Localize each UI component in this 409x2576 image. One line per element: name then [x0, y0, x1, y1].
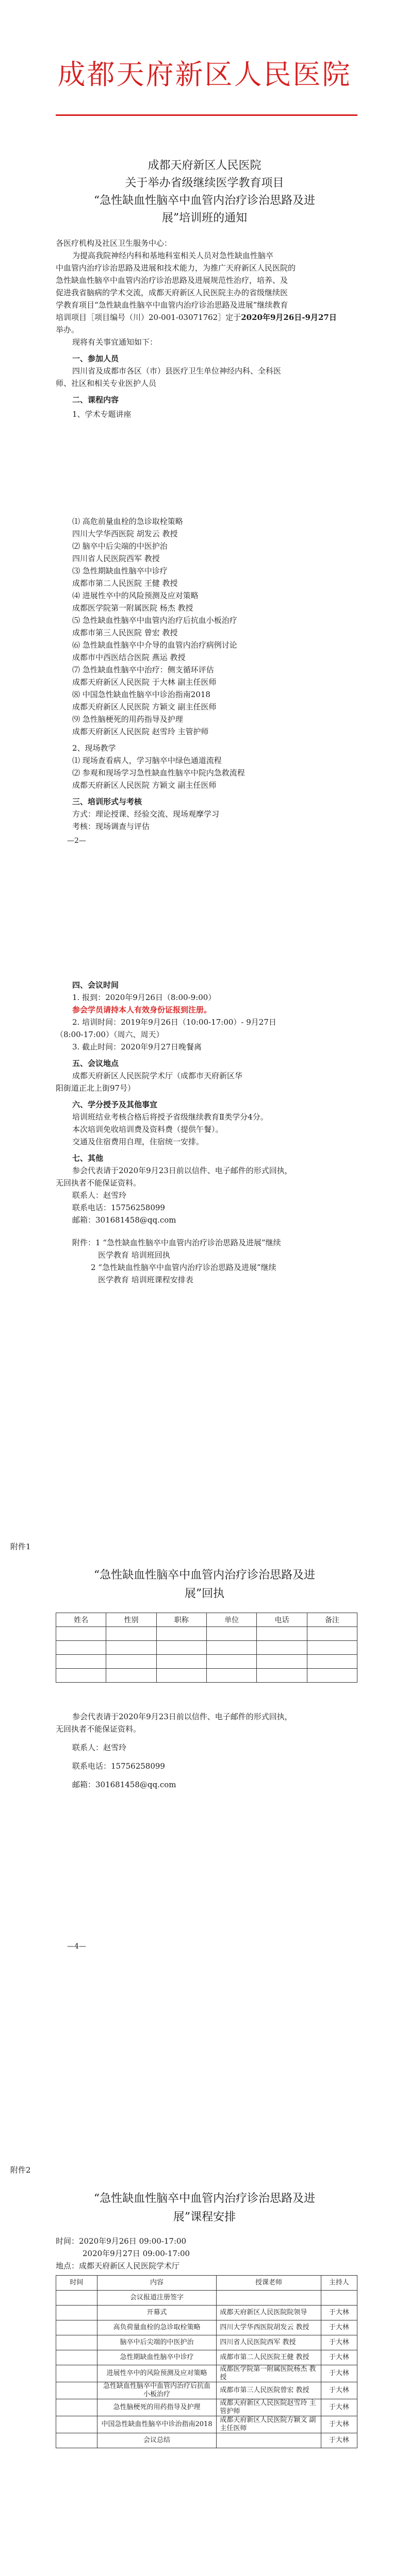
table-row [56, 2382, 357, 2399]
table-cell[interactable] [56, 1641, 106, 1655]
table-cell[interactable] [206, 1669, 256, 1683]
attachment-list-line: 2 “急性缺血性脑卒中血管内治疗诊治思路及进展”继续 [91, 1263, 276, 1272]
lecture-line: 成都医学院第一附属医院 杨杰 教授 [72, 603, 193, 613]
para-line: 急性缺血性脑卒中血管内治疗诊治思路及进展规范性治疗，培养、及 [56, 276, 288, 285]
header-red-rule [56, 114, 357, 116]
teacher-cell: 成都天府新区人民医院院领导 [217, 2306, 321, 2320]
para-line: 2. 培训时间：2019年9月26日（10:00-17:00）- 9月27日 [72, 1018, 276, 1027]
table-cell[interactable] [206, 1655, 256, 1669]
host-cell: 于大林 [321, 2416, 357, 2433]
column-header: 姓名 [56, 1613, 106, 1627]
content-cell: 中国急性缺血性脑卒中诊治指南2018 [97, 2416, 217, 2433]
sub-heading: 1、学术专题讲座 [72, 410, 132, 419]
event-date: 2020年9月26日-9月27日 [241, 313, 337, 322]
schedule-place: 地点：成都天府新区人民医院学术厅 [56, 2261, 180, 2270]
table-cell[interactable] [106, 1627, 156, 1641]
content-cell: 会议报道注册签字 [97, 2291, 217, 2306]
content-cell: 急性缺血性脑卒中血管内治疗后抗血小板治疗 [97, 2382, 217, 2399]
notice-title-line: “急性缺血性脑卒中血管内治疗诊治思路及进 [93, 194, 316, 207]
content-cell: 进展性卒中的风险预测及应对策略 [97, 2365, 217, 2382]
reply-table [56, 1613, 357, 1683]
lecture-line: 成都市中西医结合医院 燕运 教授 [72, 653, 186, 662]
time-cell [56, 2350, 97, 2365]
notice-title-line: 展”培训班的通知 [161, 212, 248, 225]
practice-line: ⑴ 现场查看病人，学习脑卒中绿色通道流程 [72, 756, 222, 765]
table-row [56, 1641, 357, 1655]
table-cell[interactable] [156, 1641, 206, 1655]
para-line: 1. 报到：2020年9月26日（8:00-9:00） [72, 993, 216, 1002]
column-header: 单位 [206, 1613, 256, 1627]
time-cell [56, 2306, 97, 2320]
para-line: 方式：理论授课、经验交流、现场观摩学习 [72, 809, 220, 819]
para-line: 学教育项目“急性缺血性脑卒中血管内治疗诊治思路及进展”继续教育 [56, 300, 288, 310]
para-line: 考核：现场调查与评估 [72, 822, 150, 831]
content-cell: 脑卒中后尖端的中医护治 [97, 2335, 217, 2350]
contact-person: 联系人：赵雪玲 [72, 1191, 127, 1200]
column-header: 授课老师 [217, 2276, 321, 2291]
host-cell: 于大林 [321, 2306, 357, 2320]
table-cell[interactable] [307, 1627, 357, 1641]
column-header: 备注 [307, 1613, 357, 1627]
teacher-cell: 成都市第三人民医院曾宏 教授 [217, 2382, 321, 2399]
lecture-line: 成都天府新区人民医院 赵雪玲 主管护师 [72, 727, 209, 736]
notice-title [0, 157, 409, 227]
attachment-list-line: 医学教育 培训班课程安排表 [98, 1275, 193, 1284]
table-row [56, 2350, 357, 2365]
schedule-time: 2020年9月27日 09:00-17:00 [83, 2249, 190, 2258]
attachment-title-line: “急性缺血性脑卒中血管内治疗诊治思路及进 [93, 1569, 316, 1582]
host-cell: 于大林 [321, 2335, 357, 2350]
para-line: 现将有关事宜通知如下： [72, 337, 158, 347]
host-cell: 于大林 [321, 2433, 357, 2448]
lecture-line: ⑵ 脑卒中后尖端的中医护治 [72, 541, 168, 551]
contact-phone: 联系电话：15756258099 [72, 1761, 165, 1771]
lecture-line: ⑶ 急性期缺血性脑卒中诊疗 [72, 566, 168, 575]
table-cell[interactable] [257, 1627, 307, 1641]
table-row [56, 2335, 357, 2350]
section-heading: 四、会议时间 [72, 980, 119, 990]
table-cell[interactable] [257, 1655, 307, 1669]
attachment-list-line: 医学教育 培训班回执 [98, 1250, 170, 1260]
page-number: —4— [67, 1942, 86, 1951]
content-cell: 会议总结 [97, 2433, 217, 2448]
lecture-line: 四川省人民医院西军 教授 [72, 554, 160, 563]
attachment-title-line: 展”回执 [184, 1587, 225, 1600]
time-cell [56, 2320, 97, 2335]
attachment-label: 附件1 [10, 1542, 31, 1551]
host-cell: 于大林 [321, 2365, 357, 2382]
table-cell[interactable] [106, 1669, 156, 1683]
table-cell[interactable] [156, 1627, 206, 1641]
para-line: 无回执者不能保证资料。 [56, 1178, 141, 1188]
para-line: 促进我省脑病的学术交流，成都天府新区人民医院主办的省级继续医 [56, 288, 288, 297]
table-cell[interactable] [156, 1669, 206, 1683]
table-header-row [56, 1613, 357, 1627]
para-line: 3. 截止时间：2020年9月27日晚餐离 [72, 1042, 202, 1052]
section-heading: 五、会议地点 [72, 1059, 119, 1068]
lecture-line: ⑹ 急性缺血性脑卒中介导的血管内治疗病例讨论 [72, 640, 237, 650]
section-heading: 一、参加人员 [72, 354, 119, 363]
hospital-header-title: 成都天府新区人民医院 [57, 58, 352, 91]
teacher-cell: 成都天府新区人民医院方颖文 副主任医师 [217, 2416, 321, 2433]
para-line [56, 311, 337, 324]
page-attachment-2 [0, 2143, 409, 2576]
lecture-line: 四川大学华西医院 胡发云 教授 [72, 529, 178, 538]
host-cell: 于大林 [321, 2320, 357, 2335]
teacher-cell [217, 2433, 321, 2448]
attachment-title-line: 展”课程安排 [173, 2211, 236, 2224]
schedule-table [56, 2275, 357, 2448]
time-cell [56, 2365, 97, 2382]
table-row [56, 2291, 357, 2306]
attachment-label: 附件2 [10, 2165, 31, 2175]
para-line: 交通及住宿费用自理，住宿统一安排。 [72, 1137, 204, 1146]
lecture-line: 成都市第二人民医院 王健 教授 [72, 579, 178, 588]
page-1 [0, 0, 409, 845]
column-header: 性别 [106, 1613, 156, 1627]
attachment-list-line: 附件：1 “急性缺血性脑卒中血管内治疗诊治思路及进展”继续 [72, 1238, 281, 1247]
table-cell[interactable] [106, 1641, 156, 1655]
lecture-line: 成都市第三人民医院 曾宏 教授 [72, 628, 178, 637]
table-cell[interactable] [307, 1641, 357, 1655]
host-cell: 于大林 [321, 2350, 357, 2365]
column-header: 电话 [257, 1613, 307, 1627]
column-header: 主持人 [321, 2276, 357, 2291]
table-row [56, 2416, 357, 2433]
para-line: 四川省及成都市各区（市）县医疗卫生单位神经内科、全科医 [72, 366, 282, 376]
reply-note: 参会代表请于2020年9月23日前以信件、电子邮件的形式回执， [72, 1712, 292, 1721]
table-row [56, 2365, 357, 2382]
contact-email: 邮箱：301681458@qq.com [72, 1215, 176, 1225]
salutation: 各医疗机构及社区卫生服务中心： [56, 239, 172, 248]
table-cell[interactable] [156, 1655, 206, 1669]
time-cell [56, 2416, 97, 2433]
time-cell [56, 2382, 97, 2399]
table-cell[interactable] [56, 1669, 106, 1683]
reply-note: 无回执者不能保证资料。 [56, 1724, 141, 1734]
lecture-line: ⑸ 急性缺血性脑卒中血管内治疗后抗血小板治疗 [72, 616, 237, 625]
host-cell: 于大林 [321, 2399, 357, 2416]
lecture-line: ⑻ 中国急性缺血性脑卒中诊治指南2018 [72, 690, 210, 699]
table-header-row [56, 2276, 357, 2291]
table-row [56, 2433, 357, 2448]
section-heading: 三、培训形式与考核 [72, 797, 142, 806]
section-heading: 六、学分授予及其他事宜 [72, 1100, 158, 1109]
teacher-cell: 成都天府新区人民医院赵雪玲 主管护师 [217, 2399, 321, 2416]
teacher-cell: 四川省人民医院西军 教授 [217, 2335, 321, 2350]
column-header: 职称 [156, 1613, 206, 1627]
section-heading: 二、课程内容 [72, 395, 119, 404]
content-cell: 急性脑梗死的用药指导及护理 [97, 2399, 217, 2416]
para-line: 参会代表请于2020年9月23日前以信件、电子邮件的形式回执， [72, 1166, 292, 1175]
table-cell[interactable] [56, 1627, 106, 1641]
table-cell[interactable] [206, 1641, 256, 1655]
para-line: 阳街道正北上街97号） [56, 1083, 136, 1093]
para-line: 本次培训免收培训费及资料费（提供午餐）。 [72, 1125, 223, 1134]
contact-email: 邮箱：301681458@qq.com [72, 1780, 176, 1789]
lecture-line: ⑺ 急性缺血性脑卒中治疗：侧支循环评估 [72, 665, 214, 674]
table-row [56, 2399, 357, 2416]
para-line: 培训班结业考核合格后将授予省级继续教育Ⅱ类学分4分。 [72, 1112, 268, 1122]
table-cell[interactable] [307, 1669, 357, 1683]
time-cell [56, 2291, 97, 2306]
para-line: 举办。 [56, 325, 79, 334]
contact-phone: 联系电话：15756258099 [72, 1203, 165, 1212]
para-line: 成都天府新区人民医院学术厅（成都市天府新区华 [72, 1071, 243, 1080]
attachment-title-line: “急性缺血性脑卒中血管内治疗诊治思路及进 [93, 2192, 316, 2205]
table-cell[interactable] [257, 1641, 307, 1655]
lecture-line: ⑷ 进展性卒中的风险预测及应对策略 [72, 591, 199, 600]
practice-line: ⑵ 参观和现场学习急性缺血性脑卒中院内急救流程 [72, 768, 245, 777]
time-cell [56, 2433, 97, 2448]
teacher-cell: 四川大学华西医院胡发云 教授 [217, 2320, 321, 2335]
time-cell [56, 2399, 97, 2416]
table-cell[interactable] [56, 1655, 106, 1669]
table-row [56, 2320, 357, 2335]
para-line: 中血管内治疗诊治思路及进展和技术能力，为推广天府新区人民医院的 [56, 263, 296, 273]
lecture-line: 成都天府新区人民医院 方颖文 副主任医师 [72, 702, 217, 711]
practice-line: 成都天府新区人民医院 方颖文 副主任医师 [72, 781, 217, 790]
teacher-cell [217, 2291, 321, 2306]
host-cell: 于大林 [321, 2382, 357, 2399]
host-cell [321, 2291, 357, 2306]
red-notice: 参会学员请持本人有效身份证报到注册。 [72, 1005, 212, 1014]
page-attachment-1 [0, 1443, 409, 2164]
page-number: —2— [67, 837, 86, 845]
para-text: 培训项目［项目编号（川）20-001-03071762］定于 [56, 313, 241, 322]
section-heading: 七、其他 [72, 1154, 104, 1163]
para-line: （8:00-17:00）（周六、周天） [56, 1030, 164, 1039]
para-line: 师、社区和相关专业医护人员 [56, 379, 157, 388]
table-cell[interactable] [307, 1655, 357, 1669]
content-cell: 高负荷量血栓的急诊取栓策略 [97, 2320, 217, 2335]
content-cell: 开幕式 [97, 2306, 217, 2320]
table-cell[interactable] [106, 1655, 156, 1669]
time-cell [56, 2335, 97, 2350]
contact-person: 联系人：赵雪玲 [72, 1743, 127, 1752]
column-header: 内容 [97, 2276, 217, 2291]
column-header: 时间 [56, 2276, 97, 2291]
teacher-cell: 成都市第二人民医院王健 教授 [217, 2350, 321, 2365]
para-line: 为提高我院神经内科和基地科室相关人员对急性缺血性脑卒 [72, 251, 274, 260]
lecture-line: 成都天府新区人民医院 于大林 副主任医师 [72, 677, 217, 687]
attachment-title [0, 1566, 409, 1603]
notice-title-line: 关于举办省级继续医学教育项目 [125, 177, 284, 190]
table-cell[interactable] [257, 1669, 307, 1683]
content-cell: 急性期缺血性脑卒中诊疗 [97, 2350, 217, 2365]
sub-heading: 2、现场教学 [72, 743, 116, 753]
attachment-title [0, 2190, 409, 2227]
schedule-time: 时间：2020年9月26日 09:00-17:00 [56, 2236, 187, 2246]
teacher-cell: 成都医学院第一附属医院杨杰 教授 [217, 2365, 321, 2382]
table-cell[interactable] [206, 1627, 256, 1641]
table-row [56, 1669, 357, 1683]
lecture-line: ⑼ 急性脑梗死的用药指导及护理 [72, 715, 183, 724]
table-row [56, 1655, 357, 1669]
table-row [56, 1627, 357, 1641]
table-row [56, 2306, 357, 2320]
lecture-line: ⑴ 高危前量血栓的急诊取栓策略 [72, 517, 183, 526]
notice-title-line: 成都天府新区人民医院 [148, 159, 261, 172]
